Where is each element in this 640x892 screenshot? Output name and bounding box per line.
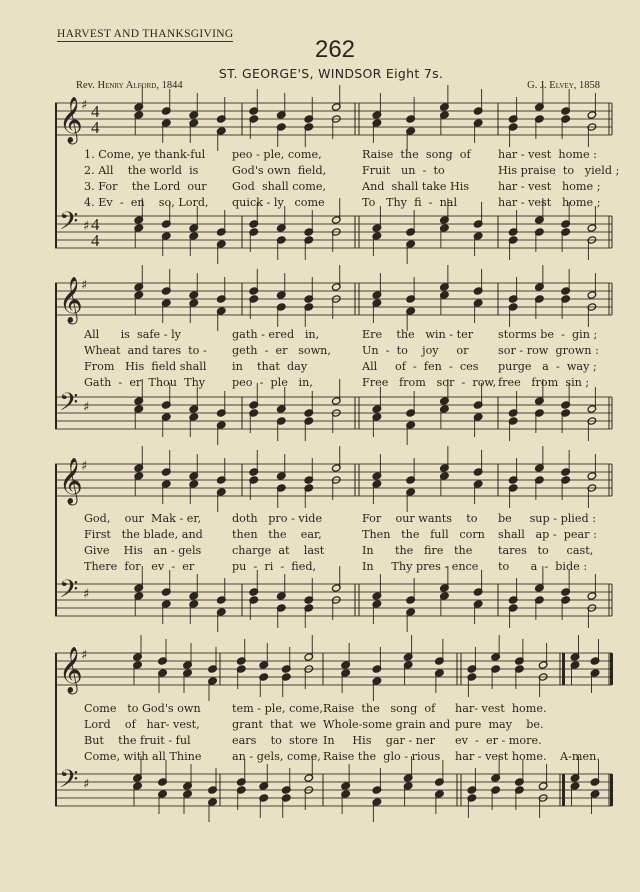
lyric-segment: But the fruit - ful xyxy=(84,734,191,747)
lyric-line-verse-1 xyxy=(0,702,640,718)
lyric-line-verse-2 xyxy=(0,344,640,360)
lyric-segment: quick - ly come xyxy=(232,196,325,209)
lyric-segment: har - vest home ; xyxy=(498,196,601,209)
lyric-segment: All of - fen - ces xyxy=(362,360,479,373)
lyric-segment: tares to cast, xyxy=(498,544,594,557)
lyric-segment: sor - row grown : xyxy=(498,344,599,357)
key-signature-sharp-icon: ♯ xyxy=(81,278,88,293)
lyric-segment: And shall take His xyxy=(362,180,470,193)
section-heading: HARVEST AND THANKSGIVING xyxy=(57,28,234,40)
lyric-line-verse-1 xyxy=(0,148,640,164)
lyric-segment: Gath - er Thou Thy xyxy=(84,376,206,389)
lyric-segment: an - gels, come, xyxy=(232,750,321,763)
lyric-segment: ears to store xyxy=(232,734,318,747)
lyric-segment: Free from sor - row, xyxy=(362,376,497,389)
lyric-segment: be sup - plied : xyxy=(498,512,596,525)
lyric-segment: In the fire the xyxy=(362,544,473,557)
lyric-segment: God, our Mak - er, xyxy=(84,512,202,525)
lyric-segment: For our wants to xyxy=(362,512,478,525)
lyric-segment: storms be - gin ; xyxy=(498,328,598,341)
lyric-segment: Un - to joy or xyxy=(362,344,469,357)
key-signature-sharp-icon: ♯ xyxy=(83,400,90,415)
lyric-segment: Come to God's own xyxy=(84,702,201,715)
key-signature-sharp-icon: ♯ xyxy=(81,98,88,113)
time-signature: 4 xyxy=(91,118,100,137)
lyric-segment: peo - ple in, xyxy=(232,376,313,389)
lyric-segment: Lord of har- vest, xyxy=(84,718,200,731)
bass-staff xyxy=(55,765,612,806)
lyric-segment: Give His an - gels xyxy=(84,544,202,557)
treble-clef-icon: 𝄞 xyxy=(59,647,83,693)
treble-staff xyxy=(55,647,612,693)
lyric-segment: 2. All the world is xyxy=(84,164,199,177)
lyric-segment: All is safe - ly xyxy=(84,328,181,341)
key-signature-sharp-icon: ♯ xyxy=(83,587,90,602)
author-credit: Rev. Henry Alford, 1844 xyxy=(76,80,183,91)
lyric-segment: Whole-some grain and xyxy=(323,718,451,731)
lyric-line-verse-3 xyxy=(0,734,640,750)
bass-clef-icon: 𝄢 xyxy=(59,575,79,610)
bass-staff xyxy=(55,575,612,616)
key-signature-sharp-icon: ♯ xyxy=(83,777,90,792)
lyric-segment: peo - ple, come, xyxy=(232,148,322,161)
lyric-segment: Fruit un - to xyxy=(362,164,445,177)
lyric-segment: A-men. xyxy=(560,750,600,763)
key-signature-sharp-icon: ♯ xyxy=(81,459,88,474)
treble-clef-icon: 𝄞 xyxy=(59,458,83,504)
lyric-line-verse-4 xyxy=(0,196,640,212)
lyric-line-verse-2 xyxy=(0,528,640,544)
lyric-segment: gath - ered in, xyxy=(232,328,320,341)
lyric-segment: purge a - way ; xyxy=(498,360,597,373)
lyric-segment: har - vest home. xyxy=(455,750,547,763)
lyric-line-verse-4 xyxy=(0,750,640,766)
lyric-line-verse-1 xyxy=(0,512,640,528)
bass-clef-icon: 𝄢 xyxy=(59,207,79,242)
lyric-segment: free from sin ; xyxy=(498,376,590,389)
time-signature: 4 xyxy=(91,215,100,234)
key-signature-sharp-icon: ♯ xyxy=(81,648,88,663)
bass-clef-icon: 𝄢 xyxy=(59,388,79,423)
lyric-segment: Wheat and tares to - xyxy=(84,344,207,357)
lyric-segment: Raise the song of xyxy=(323,702,436,715)
lyric-segment: har - vest home : xyxy=(498,148,597,161)
bass-staff xyxy=(55,207,612,250)
lyric-segment: There for ev - er xyxy=(84,560,195,573)
lyric-line-verse-3 xyxy=(0,544,640,560)
lyric-segment: First the blade, and xyxy=(84,528,203,541)
lyric-segment: shall ap - pear : xyxy=(498,528,597,541)
lyric-segment: Ere the win - ter xyxy=(362,328,474,341)
lyric-segment: Raise the glo - rious xyxy=(323,750,441,763)
lyric-line-verse-4 xyxy=(0,376,640,392)
lyric-segment: 3. For the Lord our xyxy=(84,180,207,193)
lyric-segment: to a - bide : xyxy=(498,560,588,573)
lyric-segment: tem - ple, come, xyxy=(232,702,323,715)
lyric-segment: To Thy fi - nal xyxy=(362,196,458,209)
treble-staff xyxy=(55,97,612,143)
treble-staff xyxy=(55,277,612,323)
treble-staff xyxy=(55,458,612,504)
lyric-segment: har- vest home. xyxy=(455,702,547,715)
lyric-segment: 4. Ev - en so, Lord, xyxy=(84,196,209,209)
lyric-segment: In Thy pres - ence xyxy=(362,560,479,573)
lyric-segment: Come, with all Thine xyxy=(84,750,202,763)
lyric-segment: 1. Come, ye thank-ful xyxy=(84,148,206,161)
composer-credit: G. J. Elvey, 1858 xyxy=(527,80,600,91)
treble-clef-icon: 𝄞 xyxy=(59,97,83,143)
lyric-segment: charge at last xyxy=(232,544,325,557)
lyric-segment: Raise the song of xyxy=(362,148,471,161)
lyric-segment: grant that we xyxy=(232,718,317,731)
key-signature-sharp-icon: ♯ xyxy=(83,219,90,234)
lyric-segment: God's own field, xyxy=(232,164,327,177)
lyric-segment: then the ear, xyxy=(232,528,322,541)
lyric-segment: har - vest home ; xyxy=(498,180,601,193)
tune-name: ST. GEORGE'S, WINDSOR Eight 7s. xyxy=(218,66,444,81)
treble-clef-icon: 𝄞 xyxy=(59,277,83,323)
lyric-segment: ev - er - more. xyxy=(455,734,542,747)
lyric-line-verse-2 xyxy=(0,164,640,180)
bass-clef-icon: 𝄢 xyxy=(59,765,79,800)
hymn-number: 262 xyxy=(314,36,356,63)
lyric-line-verse-2 xyxy=(0,718,640,734)
lyric-segment: His praise to yield ; xyxy=(498,164,620,177)
lyric-line-verse-3 xyxy=(0,180,640,196)
lyric-segment: doth pro - vide xyxy=(232,512,323,525)
lyric-line-verse-4 xyxy=(0,560,640,576)
lyric-line-verse-1 xyxy=(0,328,640,344)
time-signature: 4 xyxy=(91,231,100,250)
lyric-segment: pu - ri - fied, xyxy=(232,560,317,573)
lyric-segment: Then the full corn xyxy=(362,528,485,541)
time-signature: 4 xyxy=(91,102,100,121)
lyric-segment: pure may be. xyxy=(455,718,544,731)
bass-staff xyxy=(55,388,612,429)
lyric-line-verse-3 xyxy=(0,360,640,376)
lyric-segment: God shall come, xyxy=(232,180,327,193)
lyric-segment: In His gar - ner xyxy=(323,734,435,747)
lyric-segment: From His field shall xyxy=(84,360,207,373)
lyric-segment: geth - er sown, xyxy=(232,344,331,357)
lyric-segment: in that day xyxy=(232,360,308,373)
